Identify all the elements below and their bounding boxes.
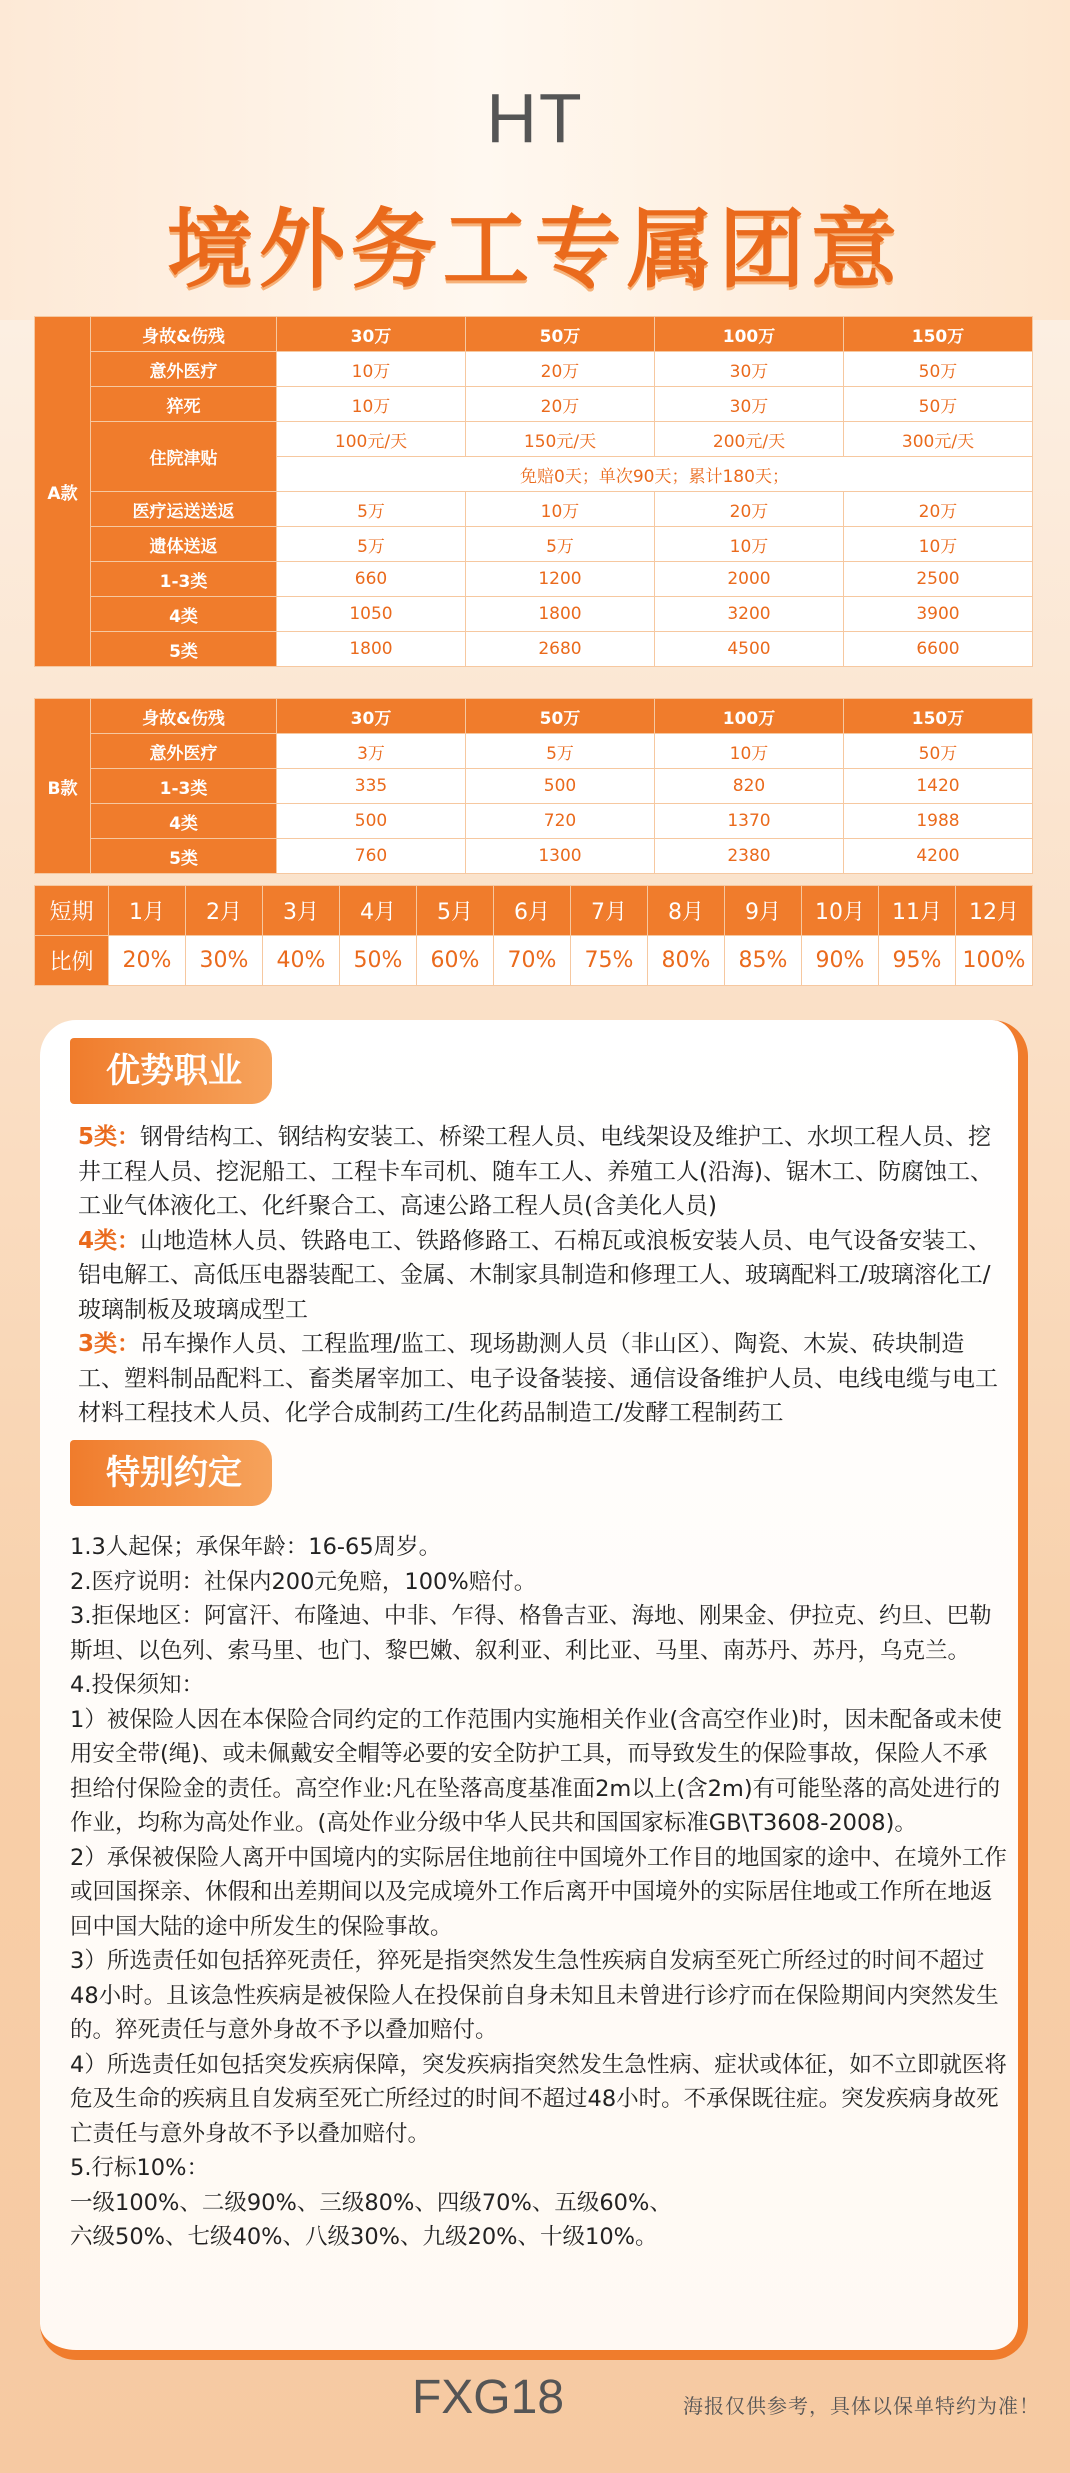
table-cell: 20万 [844, 492, 1033, 527]
table-cell: 300元/天 [844, 422, 1033, 457]
table-row [35, 562, 1033, 597]
table-cell: 1200 [466, 562, 655, 597]
table-cell: 760 [277, 839, 466, 874]
table-cell: 150万 [844, 699, 1033, 734]
brand-logo: HT [486, 79, 584, 157]
table-cell: 100万 [655, 699, 844, 734]
table-cell: 30万 [277, 699, 466, 734]
table-cell: 1370 [655, 804, 844, 839]
class-tag: 4类： [78, 1227, 141, 1254]
short-term-table [34, 885, 1033, 986]
list-item: 4）所选责任如包括突发疾病保障，突发疾病指突然发生急性病、症状或体征，如不立即就医将危及生命的疾病且自发病至死亡所经过的时间不超过48小时。不承保既往症。突发疾病身故死亡责任与意外身故不予以叠加赔付。 [70, 2051, 1007, 2147]
row-label: 猝死 [91, 387, 277, 422]
month-cell: 11月 [879, 886, 956, 936]
table-cell: 1050 [277, 597, 466, 632]
table-row [35, 492, 1033, 527]
plan-b-label: B款 [35, 699, 91, 874]
table-row [35, 352, 1033, 387]
table-cell: 50万 [844, 352, 1033, 387]
row-label: 住院津贴 [91, 422, 277, 492]
table-row [35, 936, 1033, 986]
table-row [35, 632, 1033, 667]
table-cell: 10万 [655, 734, 844, 769]
ratio-cell: 60% [417, 936, 494, 986]
row-label: 5类 [91, 839, 277, 874]
month-cell: 4月 [340, 886, 417, 936]
table-cell: 2500 [844, 562, 1033, 597]
table-cell: 660 [277, 562, 466, 597]
month-cell: 9月 [725, 886, 802, 936]
ratio-cell: 50% [340, 936, 417, 986]
plan-b-table [34, 698, 1033, 874]
ratio-cell: 85% [725, 936, 802, 986]
class-text: 山地造林人员、铁路电工、铁路修路工、石棉瓦或浪板安装人员、电气设备安装工、铝电解工、高低压电器装配工、金属、木制家具制造和修理工人、玻璃配料工/玻璃溶化工/玻璃制板及玻璃成型工 [78, 1227, 992, 1323]
row-label: 5类 [91, 632, 277, 667]
table-cell: 50万 [466, 317, 655, 352]
table-cell: 5万 [466, 527, 655, 562]
ratio-cell: 20% [109, 936, 186, 986]
special-title: 特别约定 [70, 1440, 272, 1506]
table-cell: 5万 [277, 492, 466, 527]
row-label: 4类 [91, 804, 277, 839]
ratio-cell: 90% [802, 936, 879, 986]
table-cell: 10万 [844, 527, 1033, 562]
table-cell: 30万 [655, 387, 844, 422]
table-cell: 1800 [466, 597, 655, 632]
ratio-cell: 100% [956, 936, 1033, 986]
ratio-cell: 70% [494, 936, 571, 986]
table-cell: 1420 [844, 769, 1033, 804]
month-cell: 8月 [648, 886, 725, 936]
short-term-label: 短期 [35, 886, 109, 936]
table-cell: 2380 [655, 839, 844, 874]
table-cell: 820 [655, 769, 844, 804]
table-row [35, 886, 1033, 936]
row-label: 意外医疗 [91, 734, 277, 769]
table-cell: 1988 [844, 804, 1033, 839]
class-tag: 5类： [78, 1124, 141, 1150]
list-item [78, 1120, 1008, 1224]
disclaimer: 海报仅供参考，具体以保单特约为准！ [683, 2394, 1040, 2418]
table-row [35, 734, 1033, 769]
list-item: 1.3人起保；承保年龄：16-65周岁。 [70, 1534, 442, 1560]
list-item: 5.行标10%： [70, 2155, 209, 2181]
month-cell: 3月 [263, 886, 340, 936]
table-cell: 50万 [466, 699, 655, 734]
table-cell: 30万 [277, 317, 466, 352]
table-cell: 1800 [277, 632, 466, 667]
table-cell: 10万 [655, 527, 844, 562]
month-cell: 2月 [186, 886, 263, 936]
advantage-title: 优势职业 [70, 1038, 272, 1104]
list-item: 六级50%、七级40%、八级30%、九级20%、十级10%。 [70, 2224, 658, 2250]
table-cell: 335 [277, 769, 466, 804]
row-label: 医疗运送送返 [91, 492, 277, 527]
table-cell: 1300 [466, 839, 655, 874]
table-row [35, 387, 1033, 422]
list-item [78, 1327, 1008, 1431]
table-row [35, 839, 1033, 874]
special-list [70, 1530, 1010, 2255]
table-row [35, 699, 1033, 734]
row-label: 身故&伤残 [91, 317, 277, 352]
table-row [35, 317, 1033, 352]
plan-a-table [34, 316, 1033, 667]
class-tag: 3类： [78, 1331, 141, 1357]
row-label: 遗体送返 [91, 527, 277, 562]
month-cell: 6月 [494, 886, 571, 936]
footer-code: FXG18 [411, 2371, 565, 2424]
ratio-cell: 80% [648, 936, 725, 986]
ratio-cell: 95% [879, 936, 956, 986]
table-cell: 10万 [277, 352, 466, 387]
month-cell: 10月 [802, 886, 879, 936]
table-cell: 3万 [277, 734, 466, 769]
table-cell: 6600 [844, 632, 1033, 667]
table-cell: 4500 [655, 632, 844, 667]
list-item: 3.拒保地区：阿富汗、布隆迪、中非、乍得、格鲁吉亚、海地、刚果金、伊拉克、约旦、巴勒斯坦、以色列、索马里、也门、黎巴嫩、叙利亚、利比亚、马里、南苏丹、苏丹，乌克兰。 [70, 1603, 992, 1664]
table-cell: 20万 [466, 387, 655, 422]
class-text: 钢骨结构工、钢结构安装工、桥梁工程人员、电线架设及维护工、水坝工程人员、挖井工程人员、挖泥船工、工程卡车司机、随车工人、养殖工人(沿海)、锯木工、防腐蚀工、工业气体液化工、化纤聚合工、高速公路工程人员(含美化人员) [78, 1124, 993, 1219]
hospital-note: 免赔0天；单次90天；累计180天； [277, 457, 1033, 492]
table-cell: 200元/天 [655, 422, 844, 457]
row-label: 意外医疗 [91, 352, 277, 387]
list-item [78, 1224, 1008, 1328]
table-cell: 2000 [655, 562, 844, 597]
table-cell: 720 [466, 804, 655, 839]
table-cell: 10万 [466, 492, 655, 527]
table-cell: 50万 [844, 387, 1033, 422]
list-item: 一级100%、二级90%、三级80%、四级70%、五级60%、 [70, 2189, 672, 2216]
row-label: 身故&伤残 [91, 699, 277, 734]
table-cell: 20万 [655, 492, 844, 527]
ratio-label: 比例 [35, 936, 109, 986]
table-cell: 100元/天 [277, 422, 466, 457]
list-item: 2）承保被保险人离开中国境内的实际居住地前往中国境外工作目的地国家的途中、在境外工作或回国探亲、休假和出差期间以及完成境外工作后离开中国境外的实际居住地或工作所在地返回中国大陆的途中所发生的保险事故。 [70, 1844, 1007, 1940]
table-cell: 50万 [844, 734, 1033, 769]
month-cell: 12月 [956, 886, 1033, 936]
table-row [35, 597, 1033, 632]
ratio-cell: 40% [263, 936, 340, 986]
month-cell: 5月 [417, 886, 494, 936]
row-label: 1-3类 [91, 562, 277, 597]
class-text: 吊车操作人员、工程监理/监工、现场勘测人员（非山区）、陶瓷、木炭、砖块制造工、塑料制品配料工、畜类屠宰加工、电子设备装接、通信设备维护人员、电线电缆与电工材料工程技术人员、化学合成制药工/生化药品制造工/发酵工程制药工 [78, 1331, 998, 1426]
list-item: 1）被保险人因在本保险合同约定的工作范围内实施相关作业(含高空作业)时，因未配备或未使用安全带(绳)、或未佩戴安全帽等必要的安全防护工具，而导致发生的保险事故，保险人不承担给付保险金的责任。高空作业:凡在坠落高度基准面2m以上(含2m)有可能坠落的高处进行的作业，均称为高处作业。(高处作业分级中华人民共和国国家标准GB\T3608-2008)。 [70, 1706, 1002, 1836]
table-cell: 500 [466, 769, 655, 804]
row-label: 4类 [91, 597, 277, 632]
table-row [35, 804, 1033, 839]
table-cell: 500 [277, 804, 466, 839]
list-item: 4.投保须知： [70, 1672, 204, 1698]
info-card [40, 1020, 1028, 2360]
list-item: 2.医疗说明：社保内200元免赔，100%赔付。 [70, 1568, 537, 1595]
advantage-list [78, 1120, 1008, 1431]
table-row [35, 527, 1033, 562]
table-cell: 3200 [655, 597, 844, 632]
table-cell: 10万 [277, 387, 466, 422]
table-cell: 2680 [466, 632, 655, 667]
table-cell: 20万 [466, 352, 655, 387]
table-cell: 100万 [655, 317, 844, 352]
table-cell: 150元/天 [466, 422, 655, 457]
table-cell: 30万 [655, 352, 844, 387]
ratio-cell: 75% [571, 936, 648, 986]
table-cell: 5万 [466, 734, 655, 769]
table-cell: 5万 [277, 527, 466, 562]
table-cell: 3900 [844, 597, 1033, 632]
table-cell: 150万 [844, 317, 1033, 352]
month-cell: 1月 [109, 886, 186, 936]
page-title: 境外务工专属团意 [167, 200, 903, 300]
list-item: 3）所选责任如包括猝死责任，猝死是指突然发生急性疾病自发病至死亡所经过的时间不超过48小时。且该急性疾病是被保险人在投保前自身未知且未曾进行诊疗而在保险期间内突然发生的。猝死责任与意外身故不予以叠加赔付。 [70, 1948, 999, 2043]
row-label: 1-3类 [91, 769, 277, 804]
ratio-cell: 30% [186, 936, 263, 986]
table-row [35, 769, 1033, 804]
plan-a-label: A款 [35, 317, 91, 667]
month-cell: 7月 [571, 886, 648, 936]
table-row [35, 422, 1033, 457]
table-cell: 4200 [844, 839, 1033, 874]
